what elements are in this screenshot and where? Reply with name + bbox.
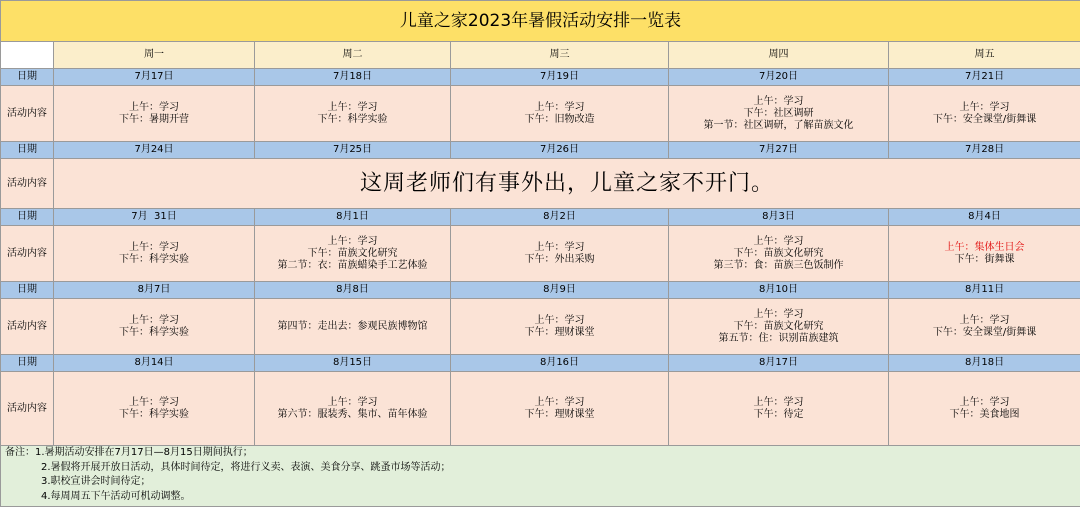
date-cell: 8月1日 [255,209,451,226]
activity-line: 下午：待定 [753,408,804,420]
date-cell: 7月17日 [54,69,255,86]
date-label: 日期 [1,355,54,372]
date-label: 日期 [1,209,54,226]
activity-cell [54,299,255,355]
date-cell: 8月7日 [54,282,255,299]
activity-line: 下午：理财课堂 [524,326,595,338]
activity-line: 下午：美食地图 [949,408,1020,420]
activity-row [1,226,1080,282]
date-cell: 7月24日 [54,142,255,159]
activity-cell [451,299,669,355]
activity-line: 下午：理财课堂 [524,408,595,420]
activity-label: 活动内容 [1,86,54,142]
activity-line: 下午：外出采购 [524,253,595,265]
activity-cell [54,372,255,446]
activity-line: 下午：苗族文化研究 [307,247,398,259]
activity-cell [451,372,669,446]
activity-label: 活动内容 [1,299,54,355]
activity-cell [889,372,1080,446]
weekday-header: 周一 [54,42,255,69]
date-cell: 7月28日 [889,142,1080,159]
activity-line: 下午：科学实验 [119,326,189,338]
activity-line: 上午：学习 [959,396,1010,408]
activity-line: 下午：社区调研 [743,107,814,119]
activity-row [1,299,1080,355]
date-row [1,355,1080,372]
activity-line: 第六节：服装秀、集市、苗年体验 [277,408,428,420]
activity-line: 上午：学习 [959,101,1010,113]
date-cell: 7月20日 [669,69,889,86]
activity-line: 下午：街舞课 [954,253,1015,265]
date-cell: 8月16日 [451,355,669,372]
weekday-header-row [1,42,1080,69]
activity-line: 下午：苗族文化研究 [733,247,824,259]
activity-cell [54,86,255,142]
date-cell: 8月10日 [669,282,889,299]
activity-cell [54,226,255,282]
date-cell: 8月8日 [255,282,451,299]
note-line: 备注：1.暑期活动安排在7月17日—8月15日期间执行； [5,447,253,458]
activity-line: 下午：旧物改造 [524,113,595,125]
activity-cell [255,226,451,282]
date-row [1,142,1080,159]
activity-line: 上午：学习 [327,396,378,408]
activity-line: 上午：学习 [753,95,804,107]
date-label: 日期 [1,69,54,86]
activity-line: 上午：学习 [534,396,585,408]
activity-line: 上午：学习 [327,235,378,247]
activity-line: 第二节：衣：苗族蜡染手工艺体验 [277,259,428,271]
activity-line: 上午：学习 [753,308,804,320]
weekday-header: 周二 [255,42,451,69]
activity-line: 第一节：社区调研，了解苗族文化 [703,119,854,131]
activity-line: 上午：学习 [534,314,585,326]
activity-cell [669,86,889,142]
closure-notice: 这周老师们有事外出，儿童之家不开门。 [54,159,1080,209]
date-row [1,282,1080,299]
date-cell: 8月18日 [889,355,1080,372]
date-cell: 8月9日 [451,282,669,299]
activity-line: 上午：学习 [129,314,179,326]
activity-line: 下午：暑期开营 [119,113,189,125]
activity-line: 下午：安全课堂/街舞课 [932,113,1037,125]
date-row [1,69,1080,86]
activity-line: 上午：学习 [959,314,1010,326]
activity-line: 下午：安全课堂/街舞课 [932,326,1037,338]
date-cell: 8月4日 [889,209,1080,226]
activity-line: 下午：科学实验 [119,253,189,265]
activity-label: 活动内容 [1,226,54,282]
note-line: 2.暑假将开展开放日活动，具体时间待定，将进行义卖、表演、美食分享、跳蚤市场等活动； [41,461,451,473]
birthday-party-highlight: 上午：集体生日会 [944,241,1025,253]
date-cell: 7月21日 [889,69,1080,86]
date-cell: 8月15日 [255,355,451,372]
activity-line: 上午：学习 [129,396,179,408]
date-cell: 7月27日 [669,142,889,159]
activity-cell [255,299,451,355]
activity-line: 上午：学习 [534,241,585,253]
weekday-header: 周五 [889,42,1080,69]
date-label: 日期 [1,142,54,159]
date-row [1,209,1080,226]
date-cell: 8月2日 [451,209,669,226]
date-cell: 7月25日 [255,142,451,159]
activity-cell [451,86,669,142]
activity-row [1,372,1080,446]
activity-line: 下午：科学实验 [119,408,189,420]
activity-line: 上午：学习 [327,101,378,113]
activity-line: 第五节：住：识别苗族建筑 [718,332,839,344]
date-cell: 8月14日 [54,355,255,372]
date-cell: 7月26日 [451,142,669,159]
activity-cell [255,372,451,446]
activity-line: 第四节：走出去：参观民族博物馆 [277,320,428,332]
activity-cell [889,226,1080,282]
activity-label: 活动内容 [1,372,54,446]
activity-cell [669,226,889,282]
activity-line: 下午：科学实验 [317,113,388,125]
activity-cell [255,86,451,142]
activity-cell [669,372,889,446]
activity-line: 上午：学习 [753,235,804,247]
activity-cell [451,226,669,282]
date-cell: 8月11日 [889,282,1080,299]
activity-cell [889,299,1080,355]
activity-line: 上午：学习 [129,241,179,253]
activity-cell [669,299,889,355]
activity-line: 上午：学习 [753,396,804,408]
date-cell: 8月17日 [669,355,889,372]
notes-section [1,446,1080,507]
date-label: 日期 [1,282,54,299]
weekday-header: 周四 [669,42,889,69]
date-cell: 8月3日 [669,209,889,226]
note-line: 3.职校宣讲会时间待定； [41,476,151,487]
activity-line: 上午：学习 [534,101,585,113]
date-cell: 7月 31日 [54,209,255,226]
date-cell: 7月18日 [255,69,451,86]
weekday-header: 周三 [451,42,669,69]
activity-line: 第三节：食：苗族三色饭制作 [713,259,844,271]
page-title: 儿童之家2023年暑假活动安排一览表 [1,1,1080,42]
activity-row [1,159,1080,209]
activity-cell [889,86,1080,142]
corner-cell [1,42,54,69]
activity-line: 上午：学习 [129,101,179,113]
date-cell: 7月19日 [451,69,669,86]
activity-line: 下午：苗族文化研究 [733,320,824,332]
note-line: 4.每周周五下午活动可机动调整。 [41,490,191,502]
activity-label: 活动内容 [1,159,54,209]
activity-row [1,86,1080,142]
